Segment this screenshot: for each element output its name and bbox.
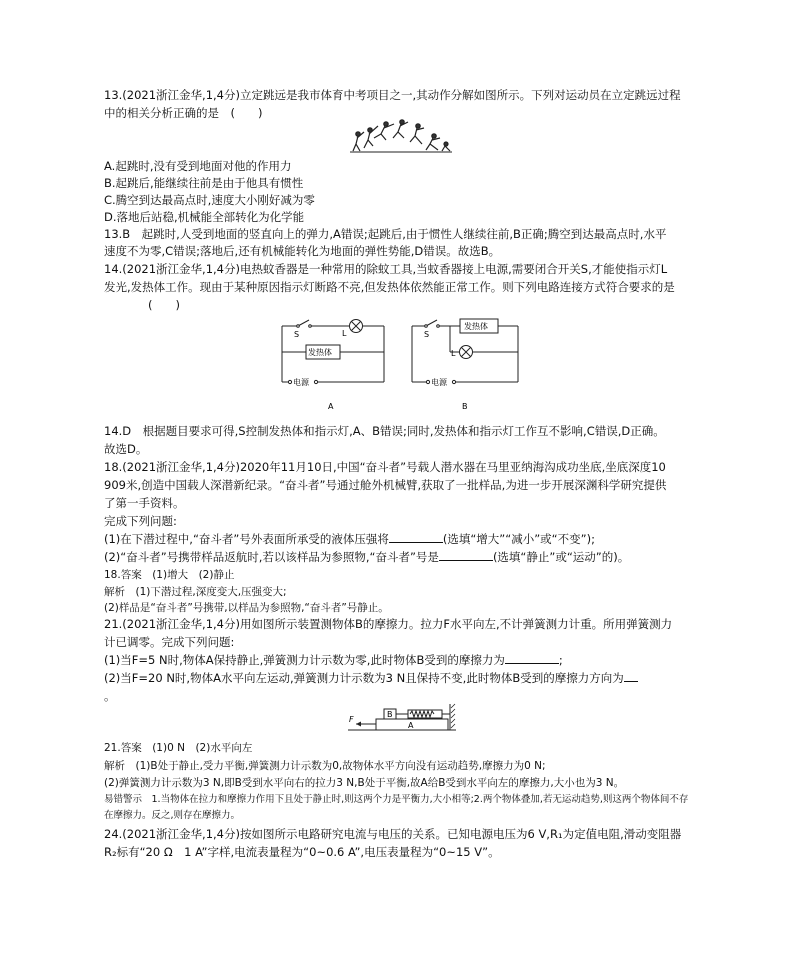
heater-label: 发热体: [464, 322, 488, 331]
answer-blank: [505, 653, 559, 664]
circuit-figure-a: [276, 316, 390, 416]
friction-apparatus-figure: [346, 698, 458, 734]
q14-stem-line1: 14.(2021浙江金华,1,4分)电热蚊香器是一种常用的除蚊工具,当蚊香器接上电源,需要闭合开关S,才能使指示灯L: [104, 262, 668, 276]
q13-answer-line1: 13.B 起跳时,人受到地面的竖直向上的弹力,A错误;起跳后,由于惯性人继续往前,B正确;腾空到达最高点时,水平: [104, 227, 667, 241]
power-source-label: 电源: [431, 378, 447, 387]
q14-stem-line2: 发光,发热体工作。现由于某种原因指示灯断路不亮,但发热体依然能正常工作。则下列电路连接方式符合要求的是: [104, 280, 675, 294]
q14-answer-line1: 14.D 根据题目要求可得,S控制发热体和指示灯,A、B错误;同时,发热体和指示灯工作互不影响,C错误,D正确。: [104, 424, 665, 438]
power-source-label: 电源: [293, 378, 309, 387]
q21-warning-line1: 易错警示 1.当物体在拉力和摩擦力作用下且处于静止时,则这两个力是平衡力,大小相等;2.两个物体叠加,若无运动趋势,则这两个物体间不存: [104, 794, 689, 805]
heater-label: 发热体: [308, 348, 332, 357]
q13-stem-line2: 中的相关分析正确的是 ( ): [104, 106, 263, 120]
q13-answer-line2: 速度不为零,C错误;落地后,还有机械能转化为地面的弹性势能,D错误。故选B。: [104, 244, 501, 258]
q14-answer-line2: 故选D。: [104, 442, 148, 456]
q13-option-b: B.起跳后,能继续往前是由于他具有惯性: [104, 176, 304, 190]
q13-option-c: C.腾空到达最高点时,速度大小刚好减为零: [104, 193, 315, 207]
long-jump-figure: [348, 116, 456, 158]
q18-stem-line2: 909米,创造中国载人深潜新纪录。“奋斗者”号通过舱外机械臂,获取了一批样品,为进一步开展深渊科学研究提供: [104, 478, 667, 492]
q18-stem-line3: 了第一手资料。: [104, 496, 185, 510]
switch-s-label: S: [294, 330, 300, 339]
force-f-label: F: [349, 715, 354, 724]
q18-explanation-line2: (2)样品是“奋斗者”号携带,以样品为参照物,“奋斗者”号静止。: [104, 602, 389, 614]
q18-stem-line1: 18.(2021浙江金华,1,4分)2020年11月10日,中国“奋斗者”号载人潜水器在马里亚纳海沟成功坐底,坐底深度10: [104, 460, 666, 474]
q18-subquestion-1: [104, 531, 595, 547]
q13-option-a: A.起跳时,没有受到地面对他的作用力: [104, 159, 292, 173]
q18-subquestion-2: [104, 549, 629, 565]
q21-sub1-text: (1)当F=5 N时,物体A保持静止,弹簧测力计示数为零,此时物体B受到的摩擦力为: [104, 653, 505, 667]
q18-stem-line4: 完成下列问题:: [104, 514, 177, 528]
figure-a-caption: A: [328, 402, 334, 411]
q21-sub1-end: ;: [558, 653, 563, 667]
q21-subquestion-2: [104, 670, 638, 686]
q21-warning-line2: 在摩擦力。反之,则存在摩擦力。: [104, 810, 241, 821]
answer-blank: [439, 550, 493, 561]
q21-subquestion-1: [104, 652, 563, 668]
q18-explanation-line1: 解析 (1)下潜过程,深度变大,压强变大;: [104, 586, 287, 598]
q21-stem-line2: 计已调零。完成下列问题:: [104, 635, 235, 649]
lamp-l-label: L: [342, 329, 347, 338]
q21-sub2-end: 。: [104, 689, 116, 703]
q24-stem-line2: R₂标有“20 Ω 1 A”字样,电流表量程为“0~0.6 A”,电压表量程为“0~15 V”。: [104, 845, 500, 859]
lamp-l-label: L: [451, 349, 456, 358]
q13-option-d: D.落地后站稳,机械能全部转化为化学能: [104, 210, 305, 224]
figure-b-caption: B: [462, 402, 468, 411]
q14-stem-line3: ( ): [148, 298, 180, 312]
q21-explanation-line2: (2)弹簧测力计示数为3 N,即B受到水平向右的拉力3 N,B处于平衡,故A给B受到水平向左的摩擦力,大小也为3 N。: [104, 777, 625, 789]
circuit-figure-b: [404, 316, 526, 416]
q18-sub1-hint: (选填“增大”“减小”或“不变”);: [442, 532, 595, 546]
switch-s-label: S: [424, 330, 430, 339]
answer-blank: [389, 532, 443, 543]
block-a-label: A: [408, 721, 414, 730]
q24-stem-line1: 24.(2021浙江金华,1,4分)按如图所示电路研究电流与电压的关系。已知电源电压为6 V,R₁为定值电阻,滑动变阻器: [104, 827, 682, 841]
q18-sub2-text: (2)“奋斗者”号携带样品返航时,若以该样品为参照物,“奋斗者”号是: [104, 550, 439, 564]
q21-stem-line1: 21.(2021浙江金华,1,4分)用如图所示装置测物体B的摩擦力。拉力F水平向左,不计弹簧测力计重。所用弹簧测力: [104, 617, 673, 631]
block-b-label: B: [387, 710, 393, 719]
q18-sub2-hint: (选填“静止”或“运动”的)。: [492, 550, 630, 564]
q13-stem-line1: 13.(2021浙江金华,1,4分)立定跳远是我市体育中考项目之一,其动作分解如图所示。下列对运动员在立定跳远过程: [104, 88, 681, 102]
q21-explanation-line1: 解析 (1)B处于静止,受力平衡,弹簧测力计示数为0,故物体水平方向没有运动趋势,摩擦力为0 N;: [104, 760, 546, 772]
q21-sub2-text: (2)当F=20 N时,物体A水平向左运动,弹簧测力计示数为3 N且保持不变,此时物体B受到的摩擦力方向为: [104, 671, 624, 685]
q18-answer: 18.答案 (1)增大 (2)静止: [104, 569, 235, 581]
q18-sub1-text: (1)在下潜过程中,“奋斗者”号外表面所承受的液体压强将: [104, 532, 389, 546]
q21-answer: 21.答案 (1)0 N (2)水平向左: [104, 742, 253, 754]
answer-blank: [624, 671, 638, 682]
